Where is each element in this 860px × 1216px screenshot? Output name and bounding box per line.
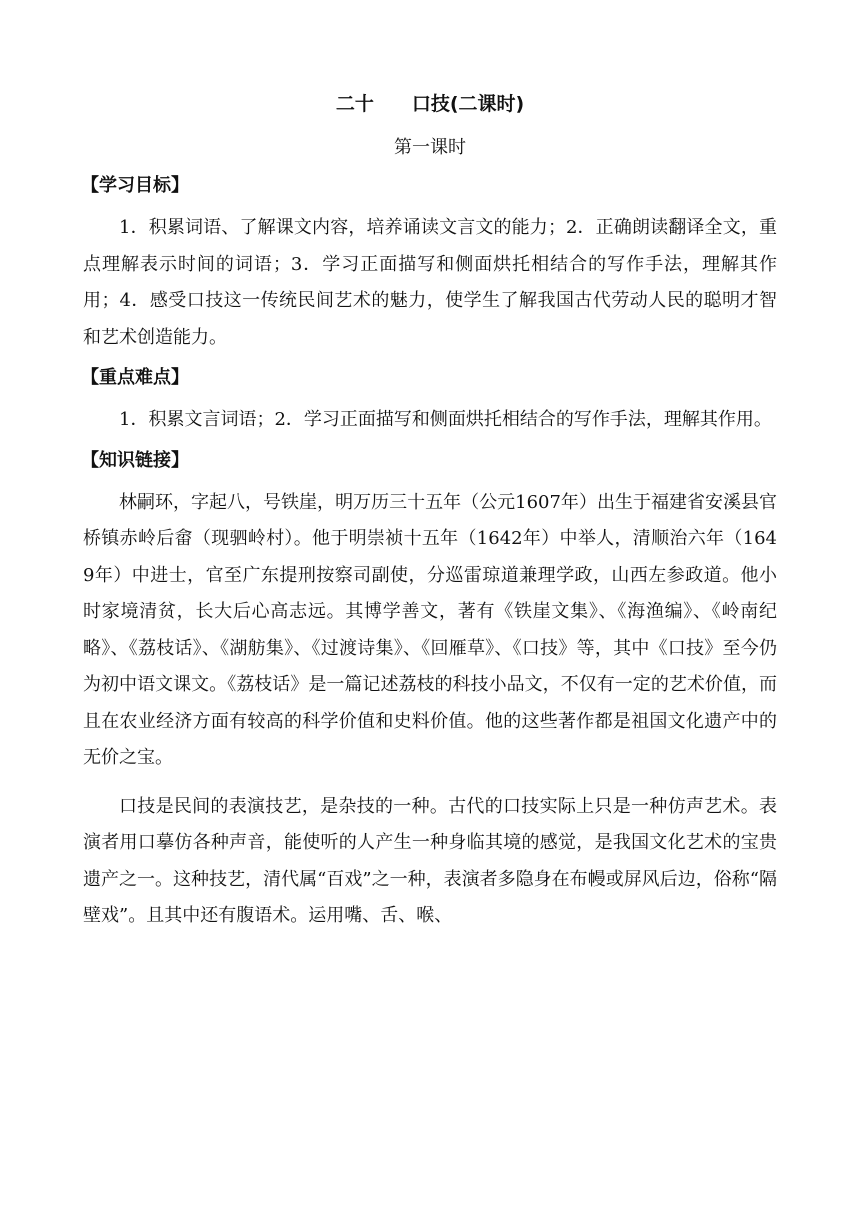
document-page	[83, 88, 777, 941]
knowledge-paragraph-kouji: 口技是民间的表演技艺，是杂技的一种。古代的口技实际上只是一种仿声艺术。表演者用口摹仿各种声音，能使听的人产生一种身临其境的感觉，是我国文化艺术的宝贵遗产之一。这种技艺，清代属“百戏”之一种，表演者多隐身在布幔或屏风后边，俗称“隔壁戏”。且其中还有腹语术。运用嘴、舌、喉、	[83, 795, 777, 926]
lesson-subtitle: 第一课时	[394, 137, 466, 158]
lesson-title: 二十 口技(二课时)	[335, 93, 525, 115]
section-heading-objectives: 【学习目标】	[81, 175, 189, 196]
knowledge-paragraph-author: 林嗣环，字起八，号铁崖，明万历三十五年（公元1607年）出生于福建省安溪县官桥镇赤岭后畲（现驷岭村）。他于明崇祯十五年（1642年）中举人，清顺治六年（1649年）中进士，官至广东提刑按察司副使，分巡雷琼道兼理学政，山西左参政道。他小时家境清贫，长大后心高志远。其博学善文，著有《铁崖文集》、《海渔编》、《岭南纪略》、《荔枝话》、《湖舫集》、《过渡诗集》、《回雁草》、《口技》等，其中《口技》至今仍为初中语文课文。《荔枝话》是一篇记述荔枝的科技小品文，不仅有一定的艺术价值，而且在农业经济方面有较高的科学价值和史料价值。他的这些著作都是祖国文化遗产中的无价之宝。	[83, 491, 777, 768]
key-points-paragraph: 1．积累文言词语；2．学习正面描写和侧面烘托相结合的写作手法，理解其作用。	[119, 409, 772, 430]
objectives-paragraph: 1．积累词语、了解课文内容，培养诵读文言文的能力；2．正确朗读翻译全文，重点理解表示时间的词语；3．学习正面描写和侧面烘托相结合的写作手法，理解其作用；4．感受口技这一传统民间艺术的魅力，使学生了解我国古代劳动人民的聪明才智和艺术创造能力。	[83, 217, 777, 348]
section-heading-knowledge: 【知识链接】	[81, 449, 189, 471]
section-heading-key-points: 【重点难点】	[81, 367, 189, 388]
